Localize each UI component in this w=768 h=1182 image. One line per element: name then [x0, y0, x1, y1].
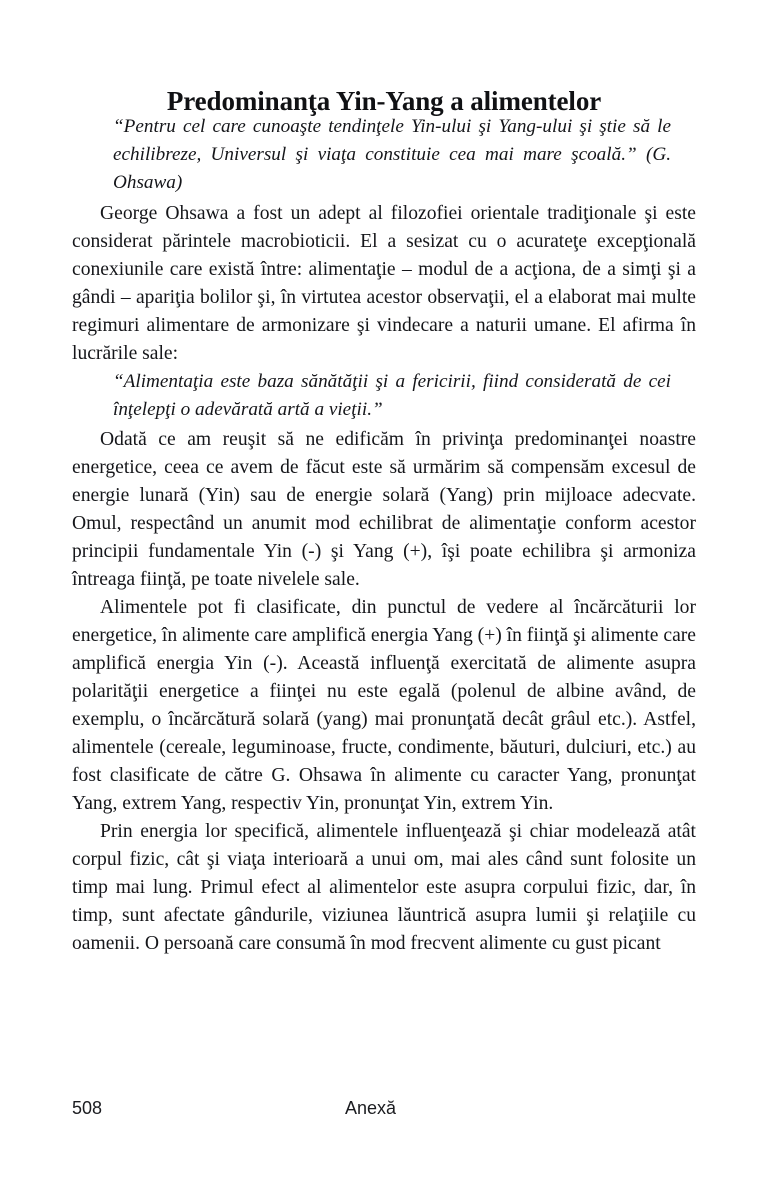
- page-number: 508: [72, 1098, 103, 1118]
- paragraph-alimentele-pot-fi-clasificate: Alimentele pot fi clasificate, din punctul de vedere al încărcăturii lor energetice, în alimente care amplifică energia Yang (+) în fiinţă şi alimente care amplifică energia Yin (-). Această influenţă exercitată de alimente asupra polarităţii energetice a fiinţei nu este egală (polenul de albine având, de exemplu, o încărcătură solară (yang) mai pronunţată decât grâul etc.). Astfel, alimentele (cereale, leguminoase, fructe, condimente, băuturi, dulciuri, etc.) au fost clasificate de către G. Ohsawa în alimente cu caracter Yang, pronunţat Yang, extrem Yang, respectiv Yin, pronunţat Yin, extrem Yin.: [72, 597, 696, 814]
- running-head-section-name: Anexă: [345, 1098, 397, 1118]
- quote-text: “Pentru cel care cunoaşte tendinţele Yin-ului şi Yang-ului şi ştie să le echilibreze, Universul şi viaţa constituie cea mai mare şcoală.” (G. Ohsawa): [113, 116, 671, 193]
- page-title: Predominanţa Yin-Yang a alimentelor: [166, 86, 602, 117]
- inset-quote-alimentatia: [113, 368, 671, 424]
- quote-text: “Alimentaţia este baza sănătăţii şi a fericirii, fiind considerată de cei înţelepţi o adevărată artă a vieţii.”: [113, 371, 671, 420]
- paragraph-prin-energia-lor-specifica: Prin energia lor specifică, alimentele influenţează şi chiar modelează atât corpul fizic, cât şi viaţa interioară a unui om, mai ales când sunt folosite un timp mai lung. Primul efect al alimentelor este asupra corpului fizic, dar, în timp, sunt afectate gândurile, viziunea lăuntrică asupra lumii şi relaţiile cu oamenii. O persoană care consumă în mod frecvent alimente cu gust picant: [72, 821, 696, 954]
- epigraph-quote-ohsawa: [113, 113, 671, 197]
- paragraph-odata-ce-am-reusit: Odată ce am reuşit să ne edificăm în privinţa predominanţei noastre energetice, ceea ce avem de făcut este să urmărim să compensăm excesul de energie lunară (Yin) sau de energie solară (Yang) prin mijloace adecvate. Omul, respectând un anumit mod echilibrat de alimentaţie conform acestor principii fundamentale Yin (-) şi Yang (+), îşi poate echilibra şi armoniza întreaga fiinţă, pe toate nivelele sale.: [72, 429, 696, 590]
- page-footer: [0, 1094, 768, 1122]
- paragraph-george-ohsawa: George Ohsawa a fost un adept al filozofiei orientale tradiţionale şi este considerat părintele macrobioticii. El a sesizat cu o acurateţe excepţională conexiunile care există între: alimentaţie – modul de a acţiona, de a simţi şi a gândi – apariţia bolilor şi, în virtutea acestor observaţii, el a elaborat mai multe regimuri alimentare de armonizare şi vindecare a naturii umane. El afirma în lucrările sale:: [72, 203, 696, 364]
- text-column: [72, 113, 696, 958]
